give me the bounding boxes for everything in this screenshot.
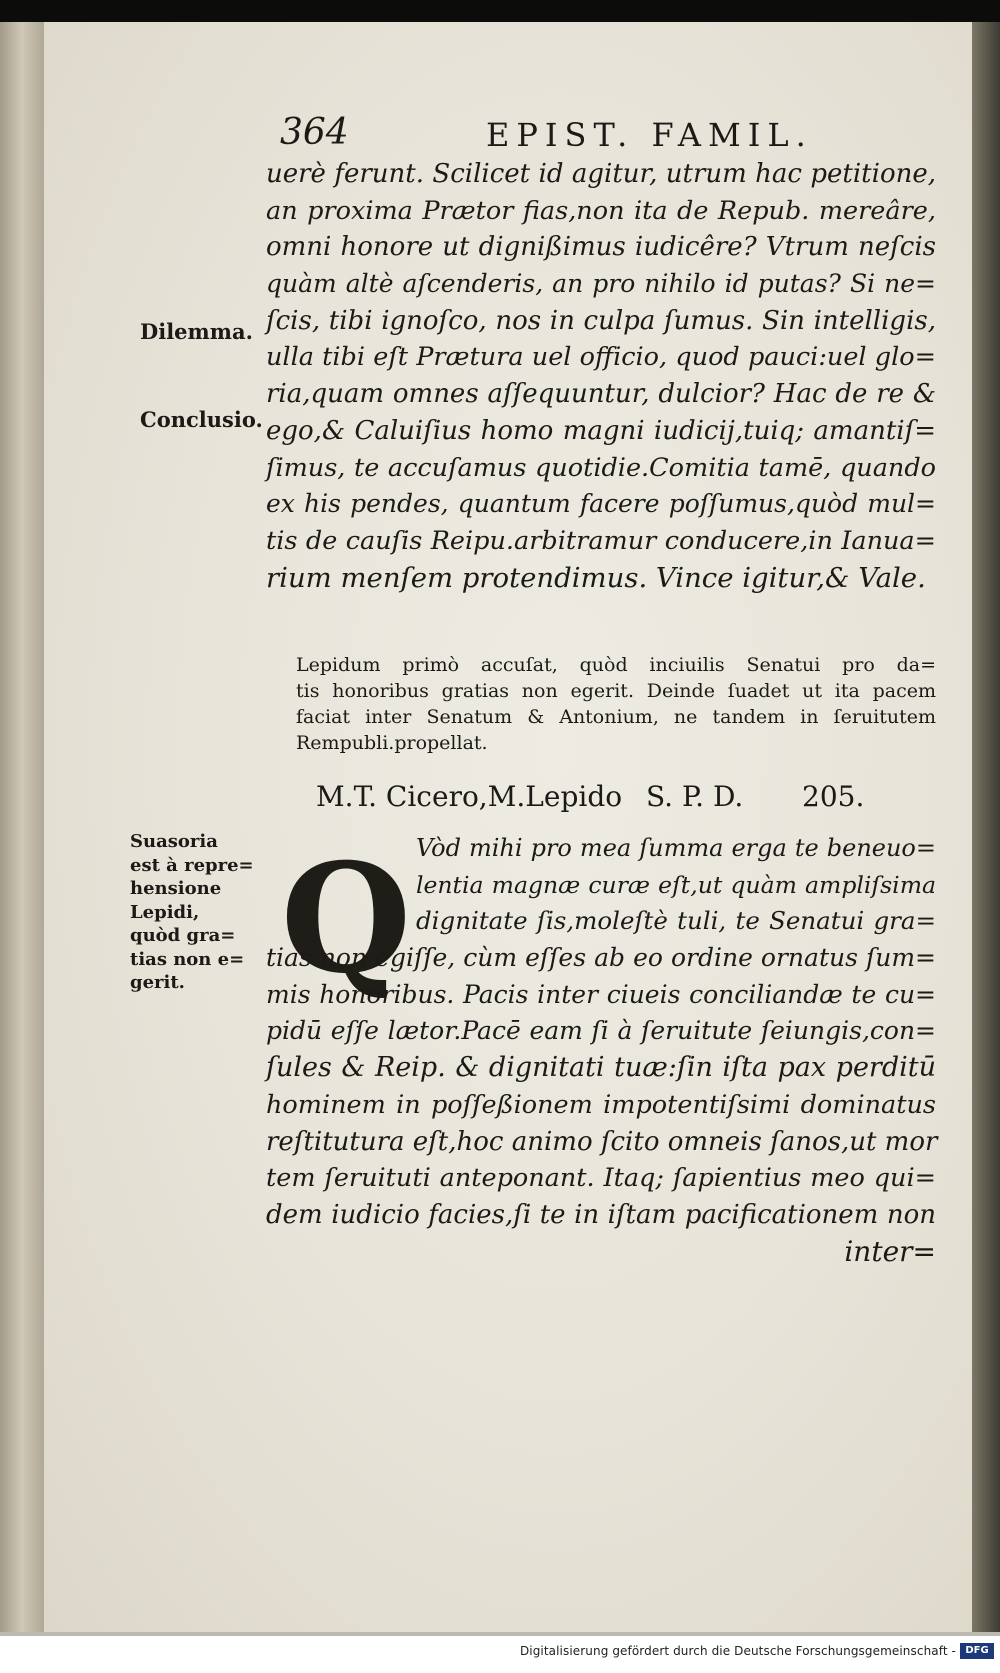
text-line: an proxima Prætor fias,non ita de Repub. mereâre, [266,195,936,226]
running-title: EPIST. FAMIL. [486,116,813,154]
margin-note-suasoria [130,830,254,995]
text-block-2 [266,830,936,1270]
dfg-logo: DFG [960,1643,994,1659]
running-head [280,112,920,160]
letter-argument [296,652,936,756]
letter-salutation [316,780,936,813]
text-block-1 [266,156,936,596]
text-line: ſcis, tibi ignoſco, nos in culpa ſumus. Sin intelligis, [266,305,936,336]
text-line-catchword: inter= [844,1234,936,1268]
text-line: dignitate ſis,moleſtè tuli, te Senatui gra= [416,906,936,936]
text-line: mis honoribus. Pacis inter ciueis conciliandæ te cu= [266,979,936,1009]
text-line: lentia magnæ curæ eſt,ut quàm ampliſsima [416,870,936,899]
text-line: Vòd mihi pro mea ſumma erga te beneuo= [416,834,936,862]
text-line: uerè ferunt. Scilicet id agitur, utrum hac petitione, [266,159,936,189]
margin-note-line: quòd gra= [130,925,236,946]
margin-note-line: Lepidi, [130,901,200,923]
argument-line: Rempubli.propellat. [296,732,488,754]
footer-bar [0,1636,1000,1673]
text-line: pidū eſſe lætor.Pacē eam ſi à ſeruitute ſeiungis,con= [266,1016,936,1046]
text-line: tias non egiſſe, cùm eſſes ab eo ordine ornatus ſum= [266,943,936,973]
margin-note-line: tias non e= [130,948,245,970]
text-line: ex his pendes, quantum facere poſſumus,quòd mul= [266,489,936,519]
margin-note-line: gerit. [130,972,185,993]
text-line: quàm altè aſcenderis, an pro nihilo id putas? Si ne= [266,269,936,299]
text-line: ulla tibi eſt Prætura uel officio, quod pauci:uel glo= [266,342,936,373]
text-line: ſimus, te accuſamus quotidie.Comitia tamē, quando [266,452,936,483]
margin-note-line: est à repre= [130,854,254,876]
text-line: ego,& Caluiſius homo magni iudicij,tuiq; amantiſ= [266,415,936,446]
salutation-names: M.T. Cicero,M.Lepido [316,780,623,813]
argument-line: faciat inter Senatum & Antonium, ne tandem in ſeruitutem [296,706,936,728]
letter-number: 205. [802,780,865,813]
scan-right-book-edge [972,22,1000,1632]
margin-note-line: Suasoria [130,831,218,852]
margin-note-dilemma: Dilemma. [140,319,253,344]
salutation-formula: S. P. D. [646,780,744,813]
text-line: ria,quam omnes aſſequuntur, dulcior? Hac de re & [266,379,936,410]
text-line: tis de cauſis Reipu.arbitramur conducere,in Ianua= [266,525,936,556]
text-line: reſtitutura eſt,hoc animo ſcito omneis ſanos,ut mor [266,1126,938,1157]
scan-left-page-edge [0,22,44,1632]
book-page [44,22,972,1632]
argument-line: Lepidum primò accuſat, quòd inciuilis Senatui pro da= [296,654,936,676]
text-line: tem ſeruituti anteponant. Itaq; ſapientius meo qui= [266,1163,936,1194]
margin-note-line: hensione [130,878,222,899]
text-line: dem iudicio facies,ſi te in iſtam pacificationem non [266,1199,936,1230]
text-line: omni honore ut dignißimus iudicêre? Vtrum neſcis [266,232,936,263]
margin-note-conclusio: Conclusio. [140,407,263,432]
funding-credit: Digitalisierung gefördert durch die Deutsche Forschungsgemeinschaft - [519,1644,956,1658]
argument-line: tis honoribus gratias non egerit. Deinde ſuadet ut ita pacem [296,680,936,702]
text-line: rium menſem protendimus. Vince igitur,& Vale. [266,561,926,594]
text-line: hominem in poſſeßionem impotentiſsimi dominatus [266,1089,936,1120]
drop-cap-initial: Q [280,831,412,1007]
page-number: 364 [280,112,349,153]
text-line: ſules & Reip. & dignitati tuæ:ſin iſta pax perditū [266,1052,936,1084]
